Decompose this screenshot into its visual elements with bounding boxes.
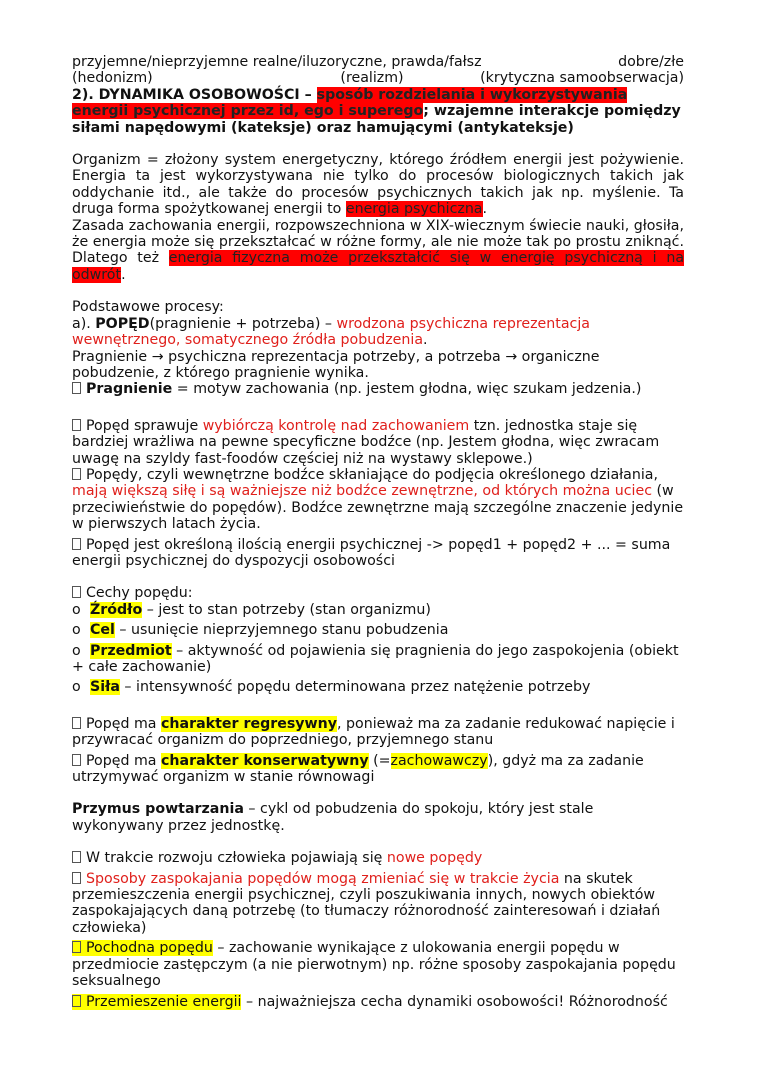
- development-d2-red: Sposoby zaspokajania popędów mogą zmieniać się w trakcie życia: [86, 870, 560, 887]
- document-page: [72, 54, 684, 1010]
- heading-prefix: 2). DYNAMIKA OSOBOWOŚCI –: [72, 86, 317, 103]
- heading-rest: ; wzajemne interakcje pomiędzy siłami napędowymi (kateksje) oraz hamującymi (antykateksje): [72, 103, 681, 136]
- development-point-1: [72, 850, 684, 866]
- feature-desc: – jest to stan potrzeby (stan organizmu): [142, 601, 431, 618]
- heading-highlight: sposób rozdzielania i wykorzystywania energii psychicznej przez id, ego i superego: [72, 86, 628, 120]
- feature-term: Siła: [90, 679, 120, 696]
- development-d1-red: nowe popędy: [386, 850, 483, 867]
- drive-b1-pre: Popęd sprawuje: [86, 417, 203, 434]
- top-line-2: [72, 70, 684, 86]
- development-point-3: [72, 940, 684, 989]
- energy-paragraph-1: [72, 152, 684, 218]
- pragnienie-line: Pragnienie → psychiczna reprezentacja potrzeby, a potrzeba → organiczne pobudzenie, z którego pragnienie wynika.: [72, 348, 600, 381]
- top-line-right: dobre/złe: [618, 54, 684, 70]
- processes-title: Podstawowe procesy:: [72, 299, 224, 316]
- character-k-pre: Popęd ma: [86, 752, 162, 769]
- energy-p1-text: Organizm = złożony system energetyczny, którego źródłem energii jest pożywienie. Energia ta jest wykorzystywana nie tylko do procesów biologicznych takich jak oddychanie itd., ale także do procesów psychicznych takich jak np. myślenie. Ta druga forma spożytkowanej energii to: [72, 152, 684, 218]
- energy-p1-highlight: energia psychiczna: [345, 201, 483, 218]
- development-d3-rest: – zachowanie wynikające z ulokowania energii popędu w przedmiocie zastępczym (a nie pierwotnym) np. różne sposoby zaspokajania popędu seksualnego: [72, 940, 676, 990]
- development-d4-rest: – najważniejsza cecha dynamiki osobowości! Różnorodność: [241, 993, 668, 1010]
- col-hedonizm: (hedonizm): [72, 70, 153, 87]
- drive-b1-red: wybiórczą kontrolę nad zachowaniem: [202, 417, 470, 434]
- features-title: [72, 585, 684, 601]
- energy-p1-end: .: [482, 201, 488, 218]
- process-a-prefix: a).: [72, 315, 96, 332]
- character-k-rest: ), gdyż ma za zadanie utrzymywać organizm w stanie równowagi: [72, 752, 644, 786]
- bullet-icon: [72, 872, 81, 884]
- top-line-left: przyjemne/nieprzyjemne realne/iluzoryczne, prawda/fałsz: [72, 54, 482, 70]
- section-heading: [72, 87, 684, 136]
- drive-point-1: [72, 418, 684, 467]
- energy-paragraph-2: [72, 218, 684, 284]
- feature-term: Cel: [90, 622, 115, 639]
- drive-b2-pre: Popędy, czyli wewnętrzne bodźce skłaniające do podjęcia określonego działania,: [86, 466, 658, 483]
- bullet-icon: [72, 754, 81, 766]
- character-regressive: [72, 716, 684, 749]
- drive-b1-rest: tzn. jednostka staje się bardziej wrażliwa na pewne specyficzne bodźce (np. Jestem głodna, więc zwracam uwagę na szyldy fast-foodów częściej niż na wystawy sklepowe.): [72, 417, 660, 467]
- top-line-1: [72, 54, 684, 70]
- bullet-icon: [72, 419, 81, 431]
- development-d3-term: Pochodna popędu: [86, 940, 213, 957]
- feature-bullet: o: [72, 622, 81, 639]
- drive-b2-rest: (w przeciwieństwie do popędów). Bodźce zewnętrzne mają szczególne znaczenie jedynie w pierwszych latach życia.: [72, 483, 684, 533]
- feature-item: [72, 622, 684, 638]
- feature-bullet: o: [72, 642, 81, 659]
- drive-b3-text: Popęd jest określoną ilością energii psychicznej -> popęd1 + popęd2 + ... = suma energii psychicznej do dyspozycji osobowości: [72, 536, 671, 569]
- feature-item: [72, 679, 684, 695]
- feature-bullet: o: [72, 679, 81, 696]
- character-k-highlight: zachowawczy: [390, 752, 488, 769]
- bullet-icon: [72, 468, 81, 480]
- feature-term: Źródło: [90, 601, 143, 618]
- bullet-icon: [72, 995, 81, 1007]
- development-point-2: [72, 871, 684, 937]
- development-d4-term: Przemieszenie energii: [86, 993, 242, 1010]
- pragnienie-term: Pragnienie: [86, 381, 173, 398]
- bullet-icon: [72, 851, 81, 863]
- feature-item: [72, 643, 684, 676]
- bullet-icon: [72, 941, 81, 953]
- process-a-end: .: [423, 332, 428, 349]
- bullet-icon: [72, 382, 81, 394]
- development-point-4: [72, 994, 684, 1010]
- compulsion-rest: – cykl od pobudzenia do spokoju, który jest stale wykonywany przez jednostkę.: [72, 801, 594, 834]
- process-a: [72, 316, 684, 349]
- bullet-icon: [72, 717, 81, 729]
- col-samoobserwacja: (krytyczna samoobserwacja): [480, 70, 684, 87]
- feature-bullet: o: [72, 601, 81, 618]
- character-r-pre: Popęd ma: [86, 715, 162, 732]
- feature-desc: – intensywność popędu determinowana przez natężenie potrzeby: [119, 679, 591, 696]
- character-k-mid: (=: [368, 752, 391, 769]
- col-realizm: (realizm): [340, 70, 404, 87]
- compulsion-term: Przymus powtarzania: [72, 801, 244, 818]
- feature-item: [72, 602, 684, 618]
- bullet-icon: [72, 538, 81, 550]
- pragnienie-motive: [72, 381, 684, 397]
- character-r-rest: , ponieważ ma za zadanie redukować napięcie i przywracać organizm do poprzedniego, przyjemnego stanu: [72, 715, 675, 749]
- process-a-term: POPĘD: [95, 315, 150, 332]
- energy-p2-highlight: energia fizyczna może przekształcić się w energię psychiczną i na odwrót: [72, 250, 685, 283]
- energy-p2-end: .: [121, 266, 126, 283]
- drive-b2-red: mają większą siłę i są ważniejsze niż bodźce zewnętrzne, od których można uciec: [72, 483, 653, 500]
- character-conservative: [72, 753, 684, 786]
- drive-point-3: [72, 537, 684, 570]
- drive-point-2: [72, 467, 684, 533]
- pragnienie-rest: = motyw zachowania (np. jestem głodna, więc szukam jedzenia.): [172, 381, 642, 398]
- feature-desc: – usunięcie nieprzyjemnego stanu pobudzenia: [114, 622, 449, 639]
- bullet-icon: [72, 586, 81, 598]
- feature-term: Przedmiot: [90, 642, 172, 659]
- development-d1-pre: W trakcie rozwoju człowieka pojawiają się: [86, 850, 387, 867]
- development-d2-rest: na skutek przemieszczenia energii psychicznej, czyli poszukiwania innych, nowych obiektów zaspokajających daną potrzebę (to tłumaczy różnorodność zainteresowań i działań człowieka): [72, 870, 661, 936]
- energy-p2-text: Zasada zachowania energii, rozpowszechniona w XIX-wiecznym świecie nauki, głosiła, że energia może się przekształcać w różne formy, ale nie może tak po prostu zniknąć. Dlatego też: [72, 217, 684, 267]
- character-r-term: charakter regresywny: [161, 715, 337, 732]
- character-k-term: charakter konserwatywny: [161, 752, 369, 769]
- process-a-definition: wrodzona psychiczna reprezentacja wewnętrznego, somatycznego źródła pobudzenia: [72, 315, 590, 349]
- process-a-mid: (pragnienie + potrzeba) –: [149, 315, 337, 332]
- compulsion-paragraph: [72, 801, 684, 834]
- feature-desc: – aktywność od pojawienia się pragnienia do jego zaspokojenia (obiekt + całe zachowanie): [72, 642, 679, 675]
- features-title-text: Cechy popędu:: [86, 585, 193, 602]
